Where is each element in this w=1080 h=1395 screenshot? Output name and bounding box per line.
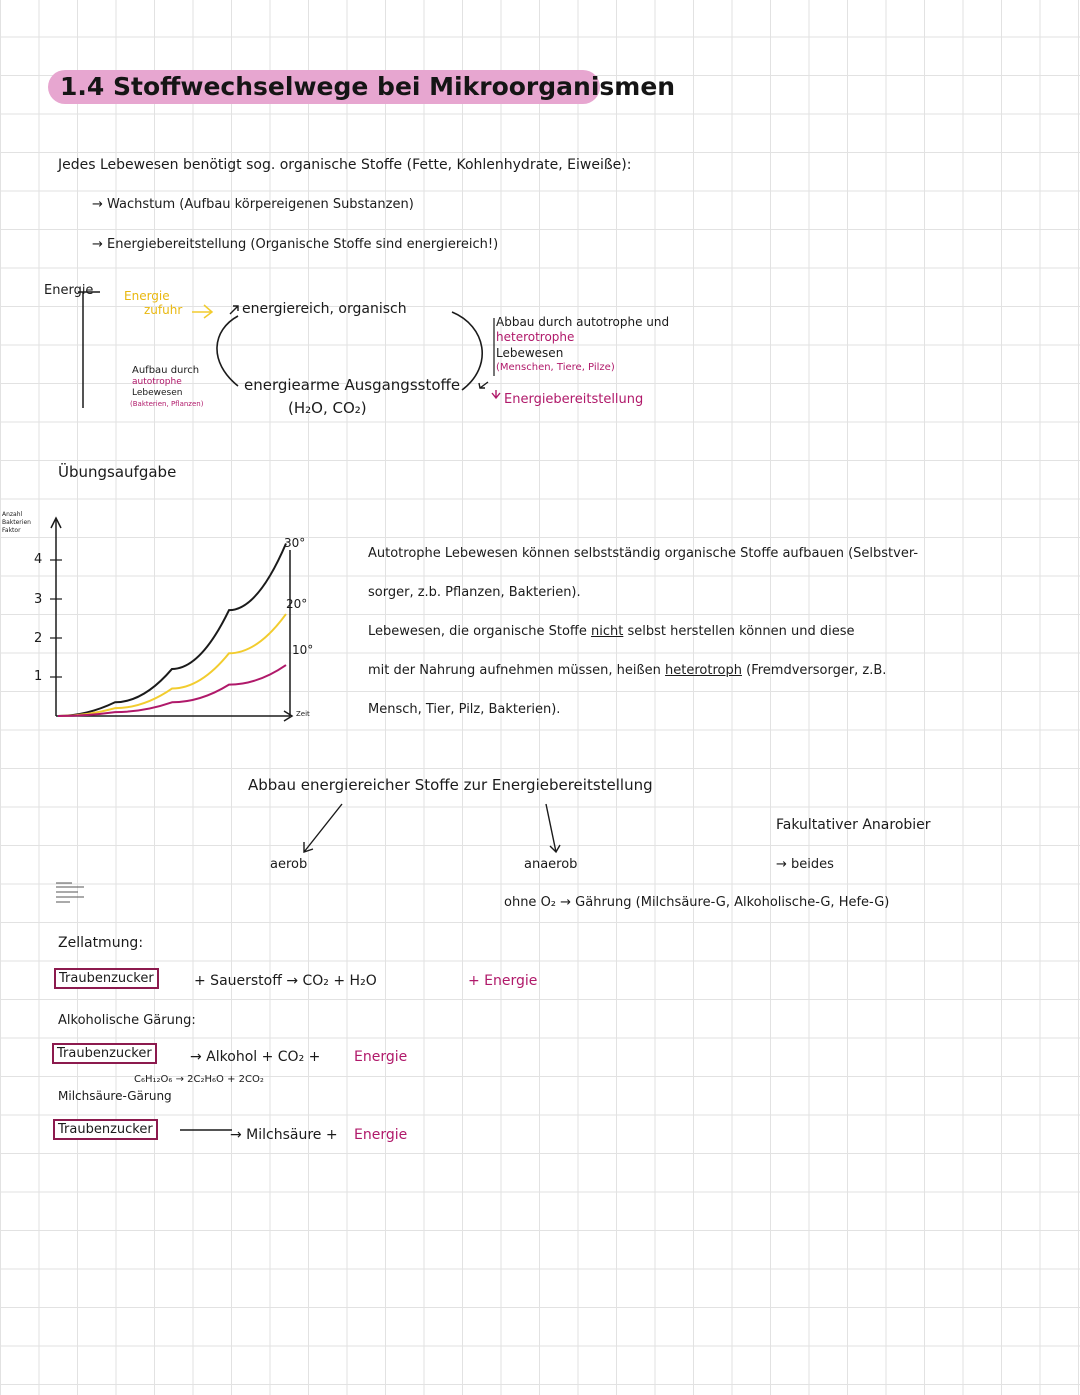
underlined-nicht: nicht: [590, 624, 624, 639]
cycle-right-text-4: (Menschen, Tiere, Pilze): [496, 362, 615, 373]
chart-ytick-4: 4: [34, 552, 43, 567]
energy-axis: [78, 292, 100, 408]
energy-axis-label: Energie: [44, 283, 94, 298]
alkohol-formula: C₆H₁₂O₆ → 2C₂H₆O + 2CO₂: [134, 1074, 264, 1085]
chart-xlabel: Zeit: [296, 710, 310, 718]
zellatmung-equation: + Sauerstoff → CO₂ + H₂O: [194, 973, 377, 989]
cycle-bottom-label: energiearme Ausgangsstoffe: [244, 376, 461, 394]
cycle-energy-arrow: [492, 390, 500, 398]
abbau-heading: Abbau energiereicher Stoffe zur Energiebereitstellung: [248, 776, 653, 794]
explanation-line: Autotrophe Lebewesen können selbstständig organische Stoffe aufbauen (Selbstver-: [368, 546, 919, 561]
zellatmung-energy: + Energie: [468, 973, 538, 989]
exercise-heading: Übungsaufgabe: [58, 463, 177, 481]
aerob-arrow: [304, 804, 342, 852]
series-label-20: 20°: [286, 597, 308, 611]
anaerob-label: anaerob: [524, 857, 578, 872]
intro-bullet-growth: → Wachstum (Aufbau körpereigenen Substanzen): [92, 197, 414, 212]
cycle-bottom-formula: (H₂O, CO₂): [288, 399, 367, 417]
scribble-mark: [56, 883, 84, 902]
intro-bullet-energy: → Energiebereitstellung (Organische Stoffe sind energiereich!): [92, 237, 499, 252]
milchsaeure-energy: Energie: [354, 1127, 408, 1143]
cycle-left-text: Aufbau durch: [132, 365, 200, 376]
alkohol-energy: Energie: [354, 1049, 408, 1065]
explanation-text: selbst herstellen können und diese: [623, 624, 855, 639]
series-label-30: 30°: [284, 536, 306, 550]
cycle-bottom-arrow: [479, 382, 488, 388]
fakultativ-label: Fakultativer Anarobier: [776, 817, 931, 833]
chart-ylabel-3: Faktor: [2, 527, 21, 534]
series-line-2: [58, 665, 286, 716]
aerob-label: aerob: [270, 857, 308, 872]
alkohol-title: Alkoholische Gärung:: [58, 1013, 196, 1028]
alkohol-traubenzucker-box: Traubenzucker: [52, 1043, 157, 1064]
cycle-top-label: energiereich, organisch: [242, 301, 407, 317]
cycle-right-text-5: Energiebereitstellung: [504, 392, 644, 407]
cycle-left-text-3: Lebewesen: [132, 388, 183, 398]
explanation-text: mit der Nahrung aufnehmen müssen, heißen: [368, 663, 666, 678]
series-line-1: [58, 614, 286, 716]
intro-line: Jedes Lebewesen benötigt sog. organische Stoffe (Fette, Kohlenhydrate, Eiweiße):: [58, 157, 632, 173]
cycle-right-text-2: heterotrophe: [496, 330, 575, 344]
milchsaeure-traubenzucker-box: Traubenzucker: [53, 1119, 158, 1140]
explanation-text: (Fremdversorger, z.B.: [741, 663, 887, 678]
anaerob-description: ohne O₂ → Gährung (Milchsäure-G, Alkoholische-G, Hefe-G): [504, 895, 890, 910]
milchsaeure-title: Milchsäure-Gärung: [58, 1089, 172, 1103]
page-title: 1.4 Stoffwechselwege bei Mikroorganismen: [60, 72, 676, 101]
cycle-right-text: Abbau durch autotrophe und: [496, 315, 670, 329]
chart-ylabel-1: Anzahl: [2, 511, 23, 518]
energy-supply-label: Energie: [124, 289, 170, 303]
cycle-right-bracket: [452, 312, 482, 390]
chart-axes: [51, 518, 292, 721]
cycle-left-text-4: (Bakterien, Pflanzen): [130, 400, 204, 408]
explanation-line: sorger, z.b. Pflanzen, Bakterien).: [368, 585, 581, 600]
series-label-10: 10°: [292, 643, 314, 657]
energy-supply-label-2: zufuhr: [144, 303, 183, 317]
zellatmung-title: Zellatmung:: [58, 935, 144, 951]
milchsaeure-equation: → Milchsäure +: [230, 1127, 338, 1143]
chart-ytick-2: 2: [34, 631, 43, 646]
explanation-line: Mensch, Tier, Pilz, Bakterien).: [368, 702, 561, 717]
beides-label: → beides: [776, 857, 834, 872]
energy-supply-arrow: [192, 305, 212, 318]
chart-ytick-3: 3: [34, 592, 43, 607]
alkohol-equation: → Alkohol + CO₂ +: [190, 1049, 321, 1065]
explanation-text: Lebewesen, die organische Stoffe: [368, 624, 591, 639]
series-line-0: [58, 544, 286, 716]
chart-ylabel-2: Bakterien: [2, 519, 31, 526]
cycle-left-text-2: autotrophe: [132, 377, 182, 387]
anaerob-arrow: [546, 804, 560, 852]
zellatmung-traubenzucker-box: Traubenzucker: [54, 968, 159, 989]
chart-plot-area: [58, 544, 286, 716]
underlined-heterotroph: heterotroph: [665, 663, 742, 678]
cycle-right-text-3: Lebewesen: [496, 346, 564, 360]
cycle-left-bracket: [217, 316, 238, 386]
chart-ytick-1: 1: [34, 669, 43, 684]
cycle-top-arrow: [230, 306, 238, 314]
